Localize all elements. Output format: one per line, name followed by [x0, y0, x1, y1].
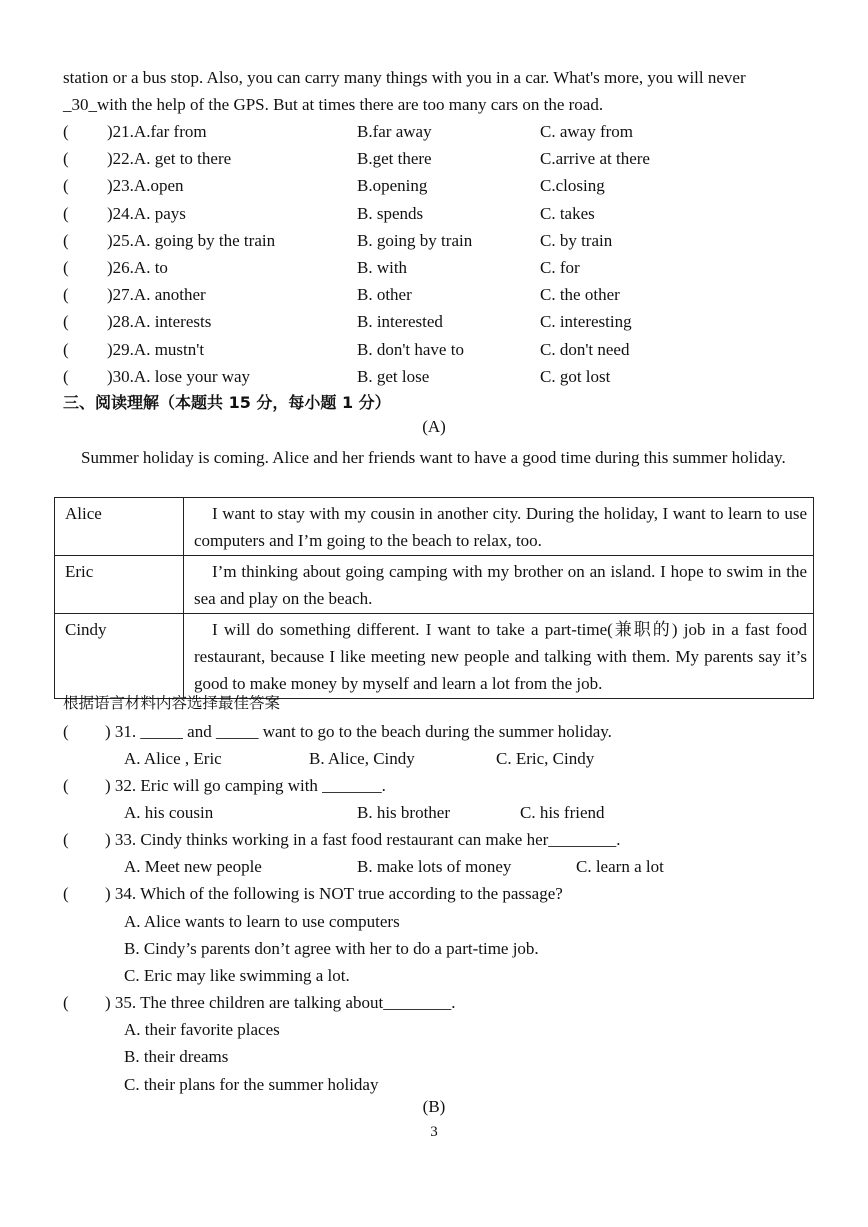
option-b: B. don't have to: [357, 340, 464, 359]
option-b: B. his brother: [357, 803, 451, 822]
option-c: C. the other: [540, 285, 620, 304]
option-a: )24.A. pays: [107, 204, 186, 223]
option-c: C. Eric, Cindy: [496, 749, 595, 768]
option-b: B. their dreams: [124, 1047, 229, 1066]
cloze-question: [63, 172, 823, 199]
question-stem: ) 31. _____ and _____ want to go to the beach during the summer holiday.: [105, 722, 612, 741]
option-c: C. their plans for the summer holiday: [124, 1075, 379, 1094]
option-b: B. spends: [357, 204, 424, 223]
option-a: A. Alice wants to learn to use computers: [124, 912, 400, 931]
option-c: C. his friend: [520, 803, 605, 822]
option-c: C. away from: [540, 122, 634, 141]
cloze-question: [63, 281, 823, 308]
answer-paren: (: [63, 722, 69, 741]
option-b: B. going by train: [357, 231, 473, 250]
table-cell-text: I’m thinking about going camping with my brother on an island. I hope to swim in the sea and play on the beach.: [184, 556, 814, 614]
option-a: )25.A. going by the train: [107, 231, 276, 250]
passage-intro: Summer holiday is coming. Alice and her friends want to have a good time during this summer holiday.: [81, 448, 786, 467]
cloze-question: [63, 254, 823, 281]
option-a: A. Alice , Eric: [124, 749, 222, 768]
question-stem: ) 35. The three children are talking about________.: [105, 993, 456, 1012]
answer-paren: (: [63, 830, 69, 849]
table-row: [55, 498, 814, 556]
passage-text-line: _30_with the help of the GPS. But at times there are too many cars on the road.: [63, 95, 604, 114]
option-a: )23.A.open: [107, 176, 184, 195]
cloze-question: [63, 308, 823, 335]
instruction-text: 根据语言材料内容选择最佳答案: [63, 694, 281, 712]
answer-paren: (: [63, 776, 69, 795]
option-a: )22.A. get to there: [107, 149, 232, 168]
question-stem: ) 34. Which of the following is NOT true according to the passage?: [105, 884, 563, 903]
option-b: B. Cindy’s parents don’t agree with her to do a part-time job.: [124, 939, 539, 958]
option-a: )21.A.far from: [107, 122, 207, 141]
option-c: C. learn a lot: [576, 857, 664, 876]
answer-paren: (: [63, 285, 69, 304]
option-b: B. interested: [357, 312, 443, 331]
option-c: C. takes: [540, 204, 595, 223]
option-c: C. Eric may like swimming a lot.: [124, 966, 350, 985]
table-row: [55, 556, 814, 614]
option-b: B. Alice, Cindy: [309, 749, 415, 768]
answer-paren: (: [63, 884, 69, 903]
option-a: A. their favorite places: [124, 1020, 280, 1039]
answer-paren: (: [63, 176, 69, 195]
question-stem: ) 32. Eric will go camping with _______.: [105, 776, 386, 795]
cloze-question: [63, 200, 823, 227]
option-b: B.far away: [357, 122, 432, 141]
option-b: B.get there: [357, 149, 432, 168]
section-title: 三、阅读理解（本题共 15 分，每小题 1 分）: [63, 393, 391, 412]
option-a: A. his cousin: [124, 803, 214, 822]
plans-table: [54, 497, 814, 699]
option-c: C. got lost: [540, 367, 611, 386]
option-c: C. interesting: [540, 312, 632, 331]
option-b: B. make lots of money: [357, 857, 512, 876]
option-a: )30.A. lose your way: [107, 367, 251, 386]
page-number: 3: [430, 1124, 438, 1140]
cloze-question: [63, 227, 823, 254]
option-b: B. get lose: [357, 367, 430, 386]
option-c: C.arrive at there: [540, 149, 650, 168]
passage-label: (B): [422, 1097, 446, 1116]
option-c: C.closing: [540, 176, 605, 195]
table-cell-text: I will do something different. I want to take a part-time(兼职的) job in a fast food restaurant, because I like meeting new people and talking with them. My parents say it’s good to make money by myself and learn a lot from the job.: [184, 614, 814, 699]
table-cell-text: I want to stay with my cousin in another city. During the holiday, I want to learn to use computers and I’m going to the beach to relax, too.: [184, 498, 814, 556]
option-a: A. Meet new people: [124, 857, 262, 876]
cloze-question: [63, 118, 823, 145]
answer-paren: (: [63, 231, 69, 250]
table-cell-name: Cindy: [55, 614, 184, 699]
option-b: B. other: [357, 285, 412, 304]
answer-paren: (: [63, 149, 69, 168]
answer-paren: (: [63, 340, 69, 359]
option-c: C. by train: [540, 231, 613, 250]
option-a: )29.A. mustn't: [107, 340, 205, 359]
answer-paren: (: [63, 312, 69, 331]
option-c: C. don't need: [540, 340, 630, 359]
answer-paren: (: [63, 258, 69, 277]
question-stem: ) 33. Cindy thinks working in a fast food restaurant can make her________.: [105, 830, 621, 849]
option-a: )28.A. interests: [107, 312, 212, 331]
table-row: [55, 614, 814, 699]
option-b: B.opening: [357, 176, 428, 195]
answer-paren: (: [63, 993, 69, 1012]
table-cell-name: Alice: [55, 498, 184, 556]
answer-paren: (: [63, 204, 69, 223]
cloze-question: [63, 363, 823, 390]
cloze-question: [63, 145, 823, 172]
cloze-question: [63, 336, 823, 363]
answer-paren: (: [63, 367, 69, 386]
option-a: )26.A. to: [107, 258, 168, 277]
answer-paren: (: [63, 122, 69, 141]
table-cell-name: Eric: [55, 556, 184, 614]
option-a: )27.A. another: [107, 285, 206, 304]
option-c: C. for: [540, 258, 580, 277]
passage-text-line: station or a bus stop. Also, you can carry many things with you in a car. What's more, you will never: [63, 68, 746, 87]
passage-label: (A): [422, 417, 446, 436]
option-b: B. with: [357, 258, 408, 277]
